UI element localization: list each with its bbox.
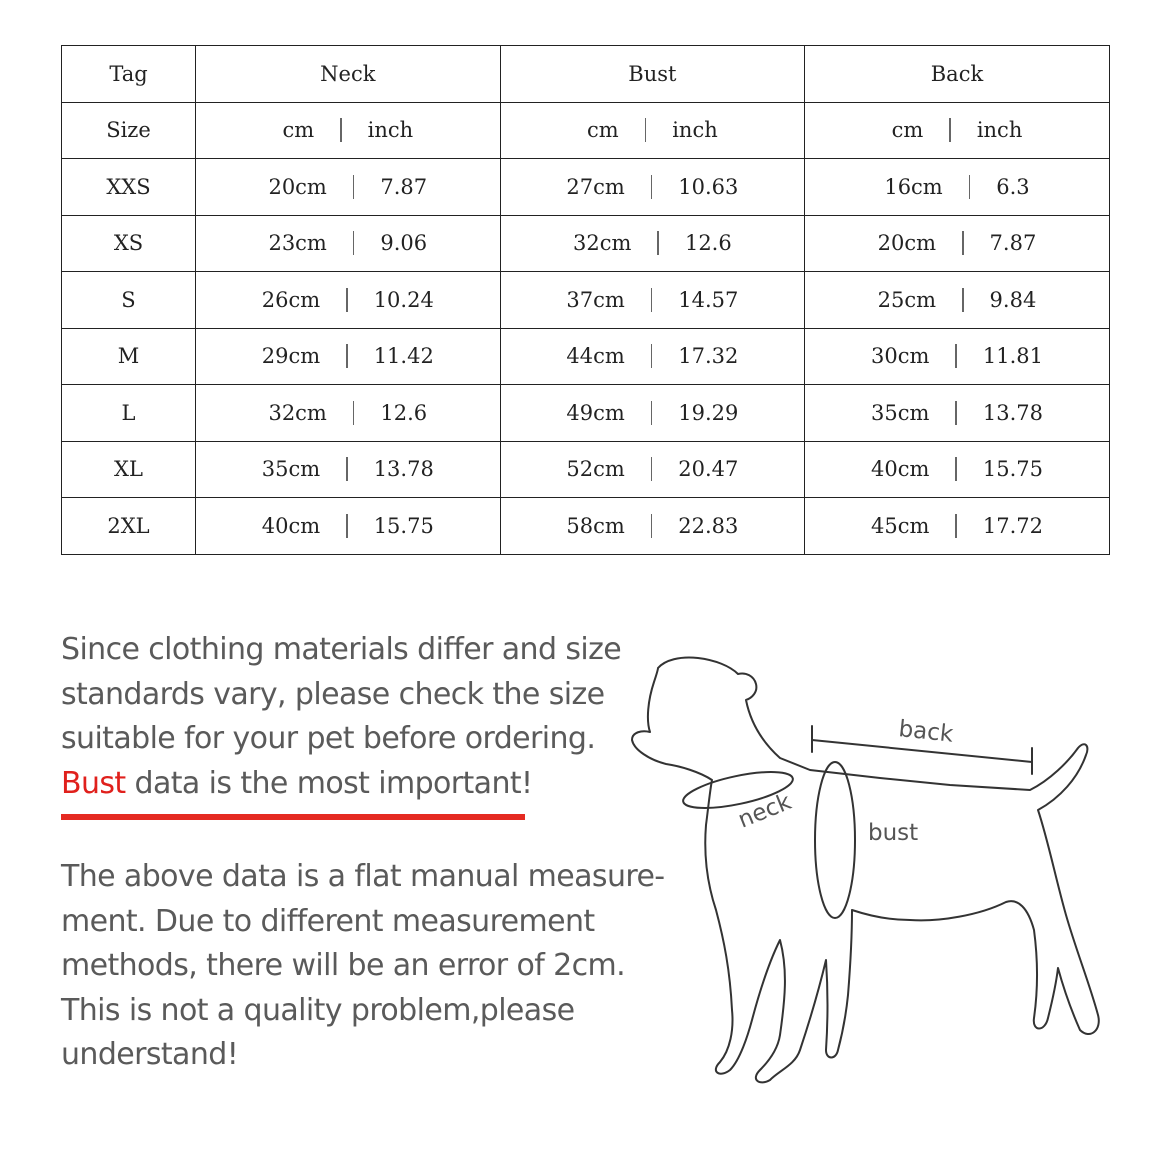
header-bust: Bust: [500, 46, 805, 103]
bust-cm-value: 27cm: [566, 174, 625, 199]
bust-cm-value: 49cm: [566, 400, 625, 425]
bust-inch-value: 14.57: [678, 287, 739, 312]
neck-cell: [196, 441, 501, 498]
bust-inch-value: 19.29: [678, 400, 739, 425]
back-cell: [805, 159, 1110, 216]
divider: [651, 288, 653, 312]
bust-cell: [500, 441, 805, 498]
back-cm-value: 40cm: [870, 457, 930, 482]
neck-inch-value: 15.75: [373, 513, 434, 538]
bust-cell: [500, 385, 805, 442]
unit-cm: cm: [891, 118, 924, 143]
back-inch-value: 11.81: [982, 344, 1043, 369]
header-tag: Tag: [62, 46, 196, 103]
size-row: [62, 498, 1110, 555]
divider: [651, 457, 653, 481]
divider: [955, 457, 957, 481]
divider: [353, 401, 355, 425]
bust-cell: [500, 215, 805, 272]
divider: [346, 514, 348, 538]
size-cell: XS: [62, 215, 196, 272]
bust-inch-value: 22.83: [678, 513, 739, 538]
advice-line: suitable for your pet before ordering.: [61, 721, 596, 756]
neck-cell: [196, 328, 501, 385]
neck-inch-value: 9.06: [380, 231, 428, 256]
neck-cm-value: 26cm: [261, 287, 321, 312]
divider: [657, 231, 659, 255]
divider: [955, 344, 957, 368]
red-underline-divider: [61, 814, 525, 820]
dog-outline: [632, 657, 1099, 1082]
unit-cm: cm: [587, 118, 619, 143]
bust-measure-ring: [815, 762, 855, 918]
back-inch-value: 9.84: [989, 287, 1037, 312]
neck-cm-value: 20cm: [268, 174, 327, 199]
divider: [353, 175, 355, 199]
back-cm-value: 45cm: [870, 513, 930, 538]
disclaimer-line: ment. Due to different measurement: [61, 903, 595, 939]
neck-cm-value: 40cm: [261, 513, 321, 538]
header-back: Back: [805, 46, 1110, 103]
size-row: [62, 215, 1110, 272]
neck-inch-value: 10.24: [373, 287, 434, 312]
bust-inch-value: 10.63: [678, 174, 739, 199]
divider: [645, 118, 647, 142]
back-cell: [805, 328, 1110, 385]
bust-importance-line: [61, 762, 641, 807]
size-cell: 2XL: [62, 498, 196, 555]
size-cell: XXS: [62, 159, 196, 216]
back-label: back: [897, 716, 955, 748]
header-neck: Neck: [196, 46, 501, 103]
size-row: [62, 159, 1110, 216]
divider: [651, 344, 653, 368]
back-cm-value: 20cm: [877, 231, 937, 256]
bust-highlight: Bust: [61, 765, 126, 801]
neck-inch-value: 11.42: [373, 344, 434, 369]
unit-cm: cm: [282, 118, 315, 143]
divider: [651, 514, 653, 538]
neck-cell: [196, 159, 501, 216]
back-inch-value: 15.75: [982, 457, 1043, 482]
bust-cell: [500, 328, 805, 385]
back-cell: [805, 385, 1110, 442]
subheader-bust-units: [500, 102, 805, 159]
bust-label: bust: [868, 820, 919, 846]
measurement-disclaimer-text: [61, 855, 665, 1078]
divider: [346, 344, 348, 368]
neck-cm-value: 29cm: [261, 344, 321, 369]
back-inch-value: 13.78: [982, 400, 1043, 425]
disclaimer-line: methods, there will be an error of 2cm.: [61, 948, 626, 983]
neck-inch-value: 13.78: [373, 457, 434, 482]
bust-cm-value: 37cm: [566, 287, 625, 312]
divider: [949, 118, 951, 142]
divider: [955, 514, 957, 538]
size-row: [62, 441, 1110, 498]
divider: [340, 118, 342, 142]
back-cell: [805, 441, 1110, 498]
back-inch-value: 6.3: [996, 174, 1030, 199]
size-row: [62, 385, 1110, 442]
bust-cell: [500, 498, 805, 555]
back-cm-value: 35cm: [870, 400, 930, 425]
size-cell: XL: [62, 441, 196, 498]
neck-cm-value: 23cm: [268, 231, 327, 256]
size-cell: M: [62, 328, 196, 385]
size-chart-table: [61, 45, 1110, 555]
disclaimer-line: This is not a quality problem,please: [61, 992, 575, 1028]
bust-inch-value: 12.6: [684, 231, 732, 256]
size-row: [62, 328, 1110, 385]
back-cm-value: 25cm: [877, 287, 937, 312]
bust-cm-value: 44cm: [566, 344, 625, 369]
bust-cell: [500, 272, 805, 329]
table-header-row: [62, 46, 1110, 103]
neck-inch-value: 7.87: [380, 174, 428, 199]
divider: [955, 401, 957, 425]
unit-inch: inch: [367, 118, 414, 143]
bust-cm-value: 32cm: [573, 231, 632, 256]
disclaimer-line: understand!: [61, 1037, 239, 1072]
back-cm-value: 16cm: [884, 174, 943, 199]
bust-inch-value: 20.47: [678, 457, 739, 482]
subheader-back-units: [805, 102, 1110, 159]
divider: [962, 288, 964, 312]
back-cell: [805, 215, 1110, 272]
bust-importance-rest: data is the most important!: [125, 765, 533, 801]
bust-cm-value: 58cm: [566, 513, 625, 538]
size-cell: S: [62, 272, 196, 329]
unit-inch: inch: [976, 118, 1023, 143]
divider: [346, 288, 348, 312]
neck-cell: [196, 385, 501, 442]
neck-cm-value: 35cm: [261, 457, 321, 482]
divider: [962, 231, 964, 255]
bust-inch-value: 17.32: [678, 344, 739, 369]
dog-measurement-diagram: [620, 640, 1100, 1110]
advice-line: standards vary, please check the size: [61, 676, 605, 712]
back-inch-value: 7.87: [989, 231, 1037, 256]
size-cell: L: [62, 385, 196, 442]
advice-line: Since clothing materials differ and size: [61, 632, 622, 667]
disclaimer-line: The above data is a flat manual measure-: [61, 859, 665, 894]
size-row: [62, 272, 1110, 329]
neck-cm-value: 32cm: [268, 400, 327, 425]
subheader-neck-units: [196, 102, 501, 159]
neck-cell: [196, 215, 501, 272]
back-cell: [805, 498, 1110, 555]
divider: [651, 175, 653, 199]
divider: [969, 175, 971, 199]
unit-inch: inch: [672, 118, 718, 143]
subheader-size: Size: [62, 102, 196, 159]
sizing-advice-text: [61, 628, 641, 806]
divider: [651, 401, 653, 425]
table-subheader-row: [62, 102, 1110, 159]
neck-cell: [196, 272, 501, 329]
neck-label: neck: [734, 788, 795, 834]
back-cm-value: 30cm: [870, 344, 930, 369]
divider: [353, 231, 355, 255]
bust-cm-value: 52cm: [566, 457, 625, 482]
divider: [346, 457, 348, 481]
back-inch-value: 17.72: [982, 513, 1043, 538]
neck-cell: [196, 498, 501, 555]
back-cell: [805, 272, 1110, 329]
neck-inch-value: 12.6: [380, 400, 428, 425]
bust-cell: [500, 159, 805, 216]
